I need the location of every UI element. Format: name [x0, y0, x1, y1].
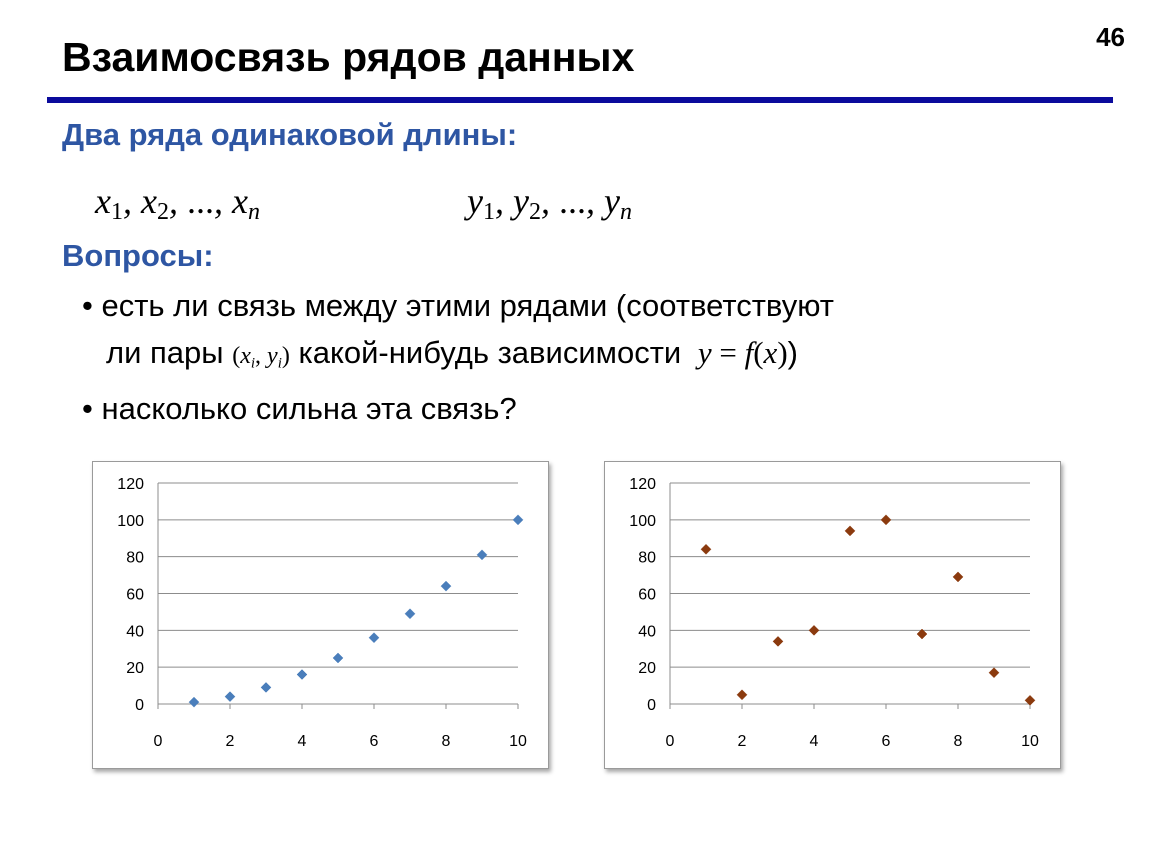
title-rule — [47, 97, 1113, 103]
y-tick-label: 0 — [135, 697, 144, 714]
x-tick-label: 2 — [225, 733, 235, 750]
data-point — [297, 670, 307, 680]
questions-heading: Вопросы: — [62, 238, 214, 273]
y-tick-label: 40 — [126, 623, 144, 641]
y-tick-label: 80 — [126, 549, 144, 567]
data-point — [845, 526, 855, 536]
chart-right — [604, 461, 1061, 769]
y-tick-label: 60 — [126, 586, 144, 604]
x-tick-label: 0 — [665, 733, 675, 750]
y-tick-label: 20 — [638, 660, 656, 678]
series-x-term-n: xn — [231, 181, 260, 225]
bullet-marker: • — [82, 288, 93, 323]
data-point — [989, 668, 999, 678]
bullet-1-text: есть ли связь между этими рядами (соответствуют — [101, 288, 834, 323]
data-point — [737, 690, 747, 700]
page-number: 46 — [1096, 22, 1125, 52]
bullet-2 — [82, 391, 517, 427]
x-tick-label: 6 — [881, 733, 891, 750]
x-tick-label: 4 — [297, 733, 307, 750]
x-tick-label: 0 — [153, 733, 163, 750]
x-tick-label: 8 — [441, 733, 451, 750]
chart-right-plot — [605, 462, 1060, 768]
bullet-1-line-1 — [82, 288, 834, 324]
y-tick-label: 120 — [117, 476, 144, 493]
y-tick-label: 80 — [638, 549, 656, 567]
pair-formula: (xi, yi) — [232, 343, 290, 372]
data-point — [953, 572, 963, 582]
data-point — [189, 697, 199, 707]
data-point — [881, 515, 891, 525]
y-tick-label: 0 — [647, 697, 656, 714]
x-tick-label: 4 — [809, 733, 819, 750]
series-y-term-2: $y_2$ — [512, 181, 541, 225]
data-point — [405, 609, 415, 619]
series-x-term-1: $x_1$ — [95, 181, 123, 225]
series-x: $x_1$, $x_2$, ..., xn — [95, 181, 260, 225]
x-tick-label: 6 — [369, 733, 379, 750]
data-point — [701, 544, 711, 554]
closing-paren: ) — [787, 335, 798, 370]
series-x-term-2: $x_2$ — [140, 181, 169, 225]
data-point — [333, 653, 343, 663]
y-tick-label: 120 — [629, 476, 656, 493]
x-tick-label: 10 — [1021, 733, 1039, 750]
y-tick-label: 20 — [126, 660, 144, 678]
data-point — [513, 515, 523, 525]
series-y-term-1: $y_1$ — [467, 181, 495, 225]
y-tick-label: 40 — [638, 623, 656, 641]
x-tick-label: 8 — [953, 733, 963, 750]
data-point — [441, 581, 451, 591]
x-tick-label: 10 — [509, 733, 527, 750]
data-point — [477, 550, 487, 560]
bullet-marker: • — [82, 391, 93, 426]
bullet-1-text-start: ли пары — [106, 335, 224, 370]
slide-title: Взаимосвязь рядов данных — [62, 34, 635, 80]
bullet-2-text: насколько сильна эта связь? — [101, 391, 517, 426]
data-point — [225, 692, 235, 702]
series-y-term-n: yn — [603, 181, 632, 225]
chart-left-plot — [93, 462, 548, 768]
x-tick-label: 2 — [737, 733, 747, 750]
bullet-1-text-mid: какой-нибудь зависимости — [298, 335, 682, 370]
data-point — [773, 636, 783, 646]
series-y-dots: ... — [558, 181, 586, 221]
bullet-1-line-2 — [106, 335, 798, 373]
section-heading: Два ряда одинаковой длины: — [62, 117, 518, 152]
data-point — [261, 682, 271, 692]
y-tick-label: 100 — [117, 512, 144, 530]
data-point — [809, 625, 819, 635]
series-y: $y_1$, $y_2$, ..., yn — [467, 181, 632, 225]
series-x-dots: ... — [186, 181, 214, 221]
y-tick-label: 100 — [629, 512, 656, 530]
chart-left — [92, 461, 549, 769]
data-point — [369, 633, 379, 643]
function-formula: y = f(x) — [697, 335, 788, 370]
y-tick-label: 60 — [638, 586, 656, 604]
